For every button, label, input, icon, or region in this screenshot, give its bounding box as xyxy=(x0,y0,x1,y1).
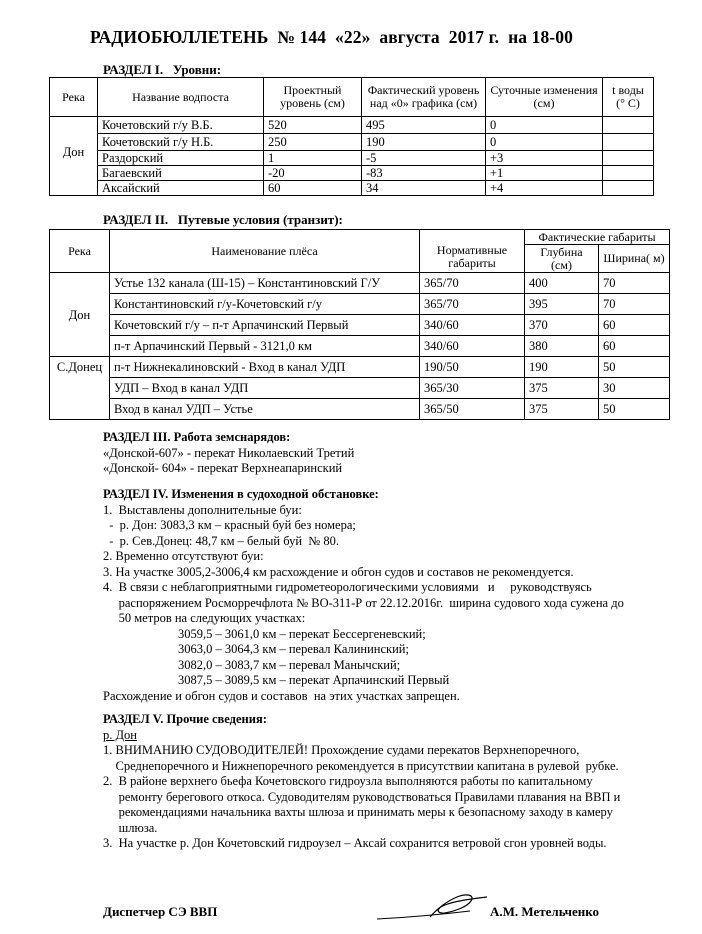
table-row xyxy=(50,357,670,378)
info-line: ремонту берегового откоса. Судоводителям руководствоваться Правилами плавания на ВВП и xyxy=(103,789,621,804)
transit-river-don: Дон xyxy=(50,273,110,357)
signatory-name: А.М. Метельченко xyxy=(490,904,600,919)
table-row xyxy=(50,151,654,166)
transit-table xyxy=(49,229,670,420)
notice-line: 3087,5 – 3089,5 км – перекат Арпачинский Первый xyxy=(103,673,450,687)
levels-header-row xyxy=(50,78,654,117)
levels-table xyxy=(49,77,654,196)
notice-line: 1. Выставлены дополнительные буи: xyxy=(103,502,302,517)
design-level: 250 xyxy=(264,134,362,151)
norm-dims: 340/60 xyxy=(420,336,525,357)
actual-level: 190 xyxy=(362,134,486,151)
norm-dims: 340/60 xyxy=(420,315,525,336)
norm-dims: 365/70 xyxy=(420,273,525,294)
table-row xyxy=(50,117,654,134)
notice-line: 3059,5 – 3061,0 км – перекат Бессергеневский; xyxy=(103,626,426,641)
daily-change: +1 xyxy=(486,166,603,181)
reach-name: Устье 132 канала (Ш-15) – Константиновский Г/У xyxy=(110,273,420,294)
notice-line: 3063,0 – 3064,3 км – перевал Калининский; xyxy=(103,642,409,656)
levels-header-daily: Суточные изменения (см) xyxy=(486,78,603,117)
table-row xyxy=(50,273,670,294)
norm-dims: 365/50 xyxy=(420,399,525,420)
table-row xyxy=(50,378,670,399)
actual-width: 60 xyxy=(599,336,670,357)
design-level: -20 xyxy=(264,166,362,181)
norm-dims: 365/70 xyxy=(420,294,525,315)
levels-header-temp: t воды (° С) xyxy=(603,78,654,117)
transit-header-norm: Нормативные габариты xyxy=(420,230,525,273)
actual-depth: 375 xyxy=(525,399,599,420)
section4-block xyxy=(103,487,624,704)
transit-header-depth: Глубина (см) xyxy=(525,245,599,273)
dredger-line: «Донской-607» - перекат Николаевский Третий xyxy=(103,445,355,460)
actual-width: 70 xyxy=(599,273,670,294)
post-name: Кочетовский г/у В.Б. xyxy=(98,117,264,134)
notice-line: - р. Дон: 3083,3 км – красный буй без номера; xyxy=(103,518,356,532)
info-line: 3. На участке р. Дон Кочетовский гидроузел – Аксай сохранится ветровой сгон уровней воды. xyxy=(103,836,607,850)
levels-header-design: Проектный уровень (см) xyxy=(264,78,362,117)
notice-line: 3082,0 – 3083,7 км – перевал Манычский; xyxy=(103,657,401,672)
actual-depth: 380 xyxy=(525,336,599,357)
post-name: Багаевский xyxy=(98,166,264,181)
info-line: 2. В районе верхнего бьефа Кочетовского гидроузла выполняются работы по капитальному xyxy=(103,774,593,788)
section5-block xyxy=(103,712,620,852)
notice-line: - р. Сев.Донец: 48,7 км – белый буй № 80. xyxy=(103,533,339,548)
section5-heading: РАЗДЕЛ V. Прочие сведения: xyxy=(103,712,267,726)
document-title: РАДИОБЮЛЛЕТЕНЬ № 144 «22» августа 2017 г. на 18-00 xyxy=(90,27,573,47)
design-level: 60 xyxy=(264,181,362,196)
levels-header-actual: Фактический уровень над «0» графика (см) xyxy=(362,78,486,117)
actual-level: 34 xyxy=(362,181,486,196)
info-line: Среднепоречного и Нижнепоречного рекомендуется в присутствии капитана в рулевой рубке. xyxy=(103,758,619,773)
transit-river-donets: С.Донец xyxy=(50,357,110,420)
notice-line: 4. В связи с неблагоприятными гидрометеорологическими условиями и руководствуясь xyxy=(103,580,592,594)
levels-river-cell: Дон xyxy=(50,117,98,196)
actual-level: -83 xyxy=(362,166,486,181)
reach-name: п-т Нижнекалиновский - Вход в канал УДП xyxy=(110,357,420,378)
transit-header-river: Река xyxy=(50,230,110,273)
actual-level: -5 xyxy=(362,151,486,166)
dredger-line: «Донской- 604» - перекат Верхнеапаринский xyxy=(103,461,343,475)
actual-width: 70 xyxy=(599,294,670,315)
reach-name: п-т Арпачинский Первый - 3121,0 км xyxy=(110,336,420,357)
notice-line: 50 метров на следующих участках: xyxy=(103,611,306,625)
table-row xyxy=(50,166,654,181)
notice-line: распоряжением Росморречфлота № ВО-311-Р от 22.12.2016г. ширина судового хода сужена до xyxy=(103,595,624,610)
water-temp xyxy=(603,166,654,181)
daily-change: +4 xyxy=(486,181,603,196)
water-temp xyxy=(603,134,654,151)
water-temp xyxy=(603,117,654,134)
post-name: Раздорский xyxy=(98,151,264,166)
actual-depth: 395 xyxy=(525,294,599,315)
daily-change: 0 xyxy=(486,117,603,134)
actual-depth: 370 xyxy=(525,315,599,336)
table-row xyxy=(50,134,654,151)
actual-width: 60 xyxy=(599,315,670,336)
section5-subheading: р. Дон xyxy=(103,727,137,742)
design-level: 1 xyxy=(264,151,362,166)
water-temp xyxy=(603,151,654,166)
reach-name: Константиновский г/у-Кочетовский г/у xyxy=(110,294,420,315)
daily-change: +3 xyxy=(486,151,603,166)
handwritten-signature xyxy=(375,889,495,923)
transit-header-row xyxy=(50,230,670,245)
reach-name: Кочетовский г/у – п-т Арпачинский Первый xyxy=(110,315,420,336)
transit-header-width: Ширина( м) xyxy=(599,245,670,273)
reach-name: УДП – Вход в канал УДП xyxy=(110,378,420,399)
reach-name: Вход в канал УДП – Устье xyxy=(110,399,420,420)
post-name: Кочетовский г/у Н.Б. xyxy=(98,134,264,151)
notice-line: Расхождение и обгон судов и составов на этих участках запрещен. xyxy=(103,688,460,703)
actual-width: 50 xyxy=(599,399,670,420)
levels-header-post: Название водпоста xyxy=(98,78,264,117)
actual-depth: 190 xyxy=(525,357,599,378)
norm-dims: 190/50 xyxy=(420,357,525,378)
transit-header-actual: Фактические габариты xyxy=(525,230,670,245)
norm-dims: 365/30 xyxy=(420,378,525,399)
post-name: Аксайский xyxy=(98,181,264,196)
table-row xyxy=(50,294,670,315)
notice-line: 3. На участке 3005,2-3006,4 км расхождение и обгон судов и составов не рекомендуется. xyxy=(103,564,574,579)
section2-heading: РАЗДЕЛ II. Путевые условия (транзит): xyxy=(103,212,343,227)
section1-heading: РАЗДЕЛ I. Уровни: xyxy=(103,62,222,77)
table-row xyxy=(50,336,670,357)
info-line: 1. ВНИМАНИЮ СУДОВОДИТЕЛЕЙ! Прохождение судами перекатов Верхнепоречного, xyxy=(103,743,580,757)
dispatcher-label: Диспетчер СЭ ВВП xyxy=(103,904,218,919)
actual-depth: 400 xyxy=(525,273,599,294)
notice-line: 2. Временно отсутствуют буи: xyxy=(103,549,264,563)
info-line: рекомендациями начальника вахты шлюза и принимать меры к безопасному заходу в камеру xyxy=(103,805,613,819)
section3-block xyxy=(103,430,354,477)
actual-level: 495 xyxy=(362,117,486,134)
section4-heading: РАЗДЕЛ IV. Изменения в судоходной обстановке: xyxy=(103,487,379,501)
water-temp xyxy=(603,181,654,196)
section3-heading: РАЗДЕЛ III. Работа земснарядов: xyxy=(103,430,291,444)
actual-depth: 375 xyxy=(525,378,599,399)
transit-header-reach: Наименование плёса xyxy=(110,230,420,273)
levels-header-river: Река xyxy=(50,78,98,117)
actual-width: 50 xyxy=(599,357,670,378)
info-line: шлюза. xyxy=(103,820,158,835)
design-level: 520 xyxy=(264,117,362,134)
table-row xyxy=(50,399,670,420)
daily-change: 0 xyxy=(486,134,603,151)
table-row xyxy=(50,315,670,336)
actual-width: 30 xyxy=(599,378,670,399)
table-row xyxy=(50,181,654,196)
